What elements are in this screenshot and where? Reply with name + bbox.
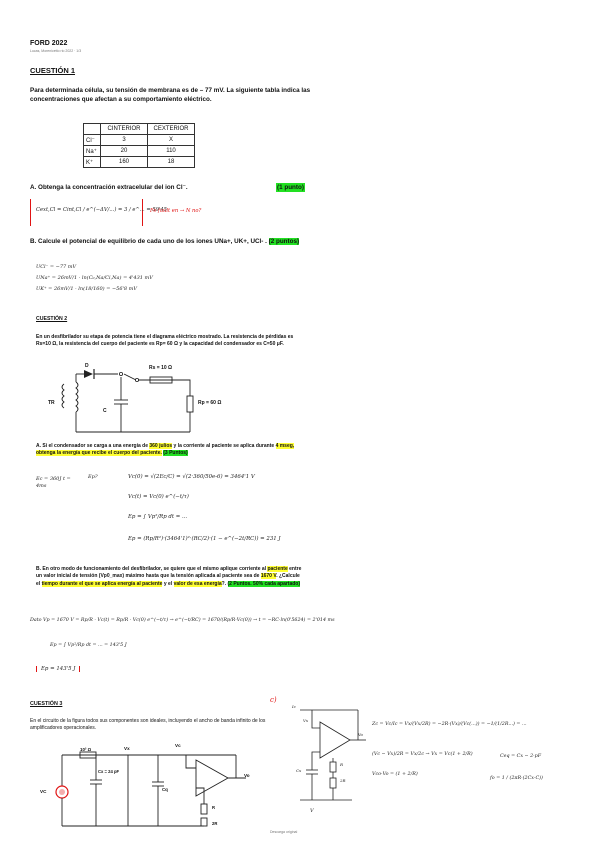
q1-part-b <box>30 237 330 246</box>
q1-heading: CUESTIÓN 1 <box>30 66 76 75</box>
q2-part-b-voltage: 1670 V <box>260 573 277 580</box>
rs-label: Rs = 10 Ω <box>149 365 173 371</box>
capacitor-label: C <box>103 408 107 414</box>
q2-part-b-result: Ep = 143'5 J <box>36 666 80 672</box>
q2-work-ep2: Ep = (Rp/R²)·(3464'1)²·(RC/2)·(1 − e^(−2t/RC)) = 231 J <box>128 536 281 542</box>
q2-part-b-text: entre un valor inicial de tensión (Vp0_max) máximo hasta que la tensión aplicada al paciente sea de <box>36 566 302 580</box>
q2-work-vt: Vc(t) = Vc(0) e^(−t/τ) <box>128 494 189 500</box>
q3-work-5: fo = 1 / (2πR·(2Cx·C)) <box>490 776 543 781</box>
q3-work-2: (Vc − Vx)/2R = Vx/2c → Vx = Vc(1 + 2/R) <box>372 752 473 757</box>
q2-part-b-text: ?. <box>221 580 227 587</box>
q1-part-b-text: B. Calcule el potencial de equilibrio de cada uno de los iones UNa+, UK+, UCl- . <box>30 238 267 245</box>
hw-r-label: R <box>340 762 344 767</box>
q2-part-b-work-2: Ep = ∫ Vp²/Rp dt = ... = 143'5 J <box>50 643 127 648</box>
q2-part-a-text: A. Si el condensador se carga a una energía de <box>36 443 150 449</box>
table-cell: 160 <box>101 157 148 168</box>
q2-part-b <box>36 566 304 588</box>
document-title: FORD 2022 <box>30 40 68 47</box>
document-subtitle: Lucas, Morenicetto rio 2022 · 1/3 <box>30 49 82 53</box>
table-cell: 3 <box>101 135 148 146</box>
q2-part-b-work-1: Dato Vp = 1670 V = Rp/R · Vc(t) = Rp/R · Vc(0) e^(−t/τ) → e^(−t/RC) = 1670/(Rp/R·Vc(0)) → t = −RC·ln(0'5624) = 2'014 ms <box>30 618 335 623</box>
hw-ic-label: Ic <box>292 704 296 709</box>
q2-part-a <box>36 443 304 458</box>
table-cell: X <box>148 135 195 146</box>
work-line: UK⁺ = 26mV/1 · ln(18/160) = −56'8 mV <box>36 286 138 292</box>
hw-v-label: V <box>310 808 314 814</box>
q1-part-a-note: Fe fault en → N no? <box>150 208 202 214</box>
table-header-cell <box>84 124 101 135</box>
q2-work-v0: Vc(0) = √(2Ec/C) = √(2·360/50e-6) = 3464'1 V <box>128 474 255 480</box>
table-cell: 20 <box>101 146 148 157</box>
q2-part-b-text: . ¿Calcule el <box>36 573 300 587</box>
q1-part-b-work <box>36 262 153 295</box>
table-row <box>84 135 195 146</box>
hw-cx-label: Cx <box>296 768 302 773</box>
q1-part-a-work: Cext,Cl = Cint,Cl / e^(−ΔV/...) = 3 / e^... = 59'45 <box>36 207 167 213</box>
diode-symbol <box>84 370 93 378</box>
table-cell: K⁺ <box>84 157 101 168</box>
q3-vx-label: Vx <box>124 746 130 751</box>
q3-part-label: c) <box>270 696 277 704</box>
q2-part-a-unknown: Ep? <box>88 474 98 480</box>
q3-cq-label: Cq <box>162 787 168 792</box>
table-row <box>84 146 195 157</box>
hw-2r-label: 2R <box>340 778 346 783</box>
q2-part-a-time: 4 mseg <box>275 443 293 449</box>
q2-part-b-text: B. En otro modo de funcionamiento del desfibrilador, se quiere que el mismo aplique corriente al <box>36 566 268 572</box>
q1-part-a: A. Obtenga la concentración extracelular del ion Cl⁻. <box>30 184 188 191</box>
q3-vo-label: Vo <box>244 773 250 778</box>
q2-part-b-text: y el <box>162 580 174 587</box>
rp-label: Rp = 60 Ω <box>198 400 222 406</box>
q3-r-label: R <box>212 805 216 810</box>
table-cell: 110 <box>148 146 195 157</box>
q2-part-a-given: Ec = 360J t = 4ms <box>36 476 71 489</box>
q2-heading: CUESTIÓN 2 <box>36 316 68 322</box>
q2-part-b-time-question: tiempo durante el que se aplica energía al paciente <box>41 580 163 587</box>
table-cell: Cl⁻ <box>84 135 101 146</box>
table-cell: 18 <box>148 157 195 168</box>
q3-work-4: Ceq = Cx − 2·pF <box>500 754 542 759</box>
q2-part-a-text: y la corriente al paciente se aplica durante <box>172 443 276 449</box>
q3-vc-label: Vc <box>175 743 181 748</box>
q1-part-a-points: (1 punto) <box>277 184 304 191</box>
q2-part-b-points: (2 Puntos. 50% cada apartado) <box>227 580 301 587</box>
q3-circuit <box>36 740 276 830</box>
q3-cx-label: Cx = 24 pF <box>98 769 120 774</box>
q3-r1-label: 10³ Ω <box>80 747 92 752</box>
table-header-cell: CEXTERIOR <box>148 124 195 135</box>
q3-source-label: VC <box>40 789 47 794</box>
table-header-row <box>84 124 195 135</box>
q2-part-b-patient: paciente <box>267 566 288 572</box>
tr-label: TR <box>48 400 55 406</box>
q2-part-a-energy: 360 julios <box>149 443 173 449</box>
q1-intro: Para determinada célula, su tensión de membrana es de – 77 mV. La siguiente tabla indica las concentraciones que afectan a su comportamiento eléctrico. <box>30 87 311 103</box>
q3-2r-label: 2R <box>212 821 218 826</box>
q2-part-a-points: (3 Puntos) <box>163 450 188 457</box>
q3-intro: En el circuito de la figura todos sus componentes son ideales, incluyendo el ancho de banda infinito de los amplificadores operacionales. <box>30 718 266 732</box>
table-cell: Na⁺ <box>84 146 101 157</box>
table-row <box>84 157 195 168</box>
hw-vo-label: Vo <box>358 732 363 737</box>
q2-part-a-question: , obtenga la energía que recibe el cuerpo del paciente. <box>36 443 295 457</box>
q3-heading: CUESTIÓN 3 <box>30 701 63 707</box>
q1-part-b-points: (2 puntos) <box>268 238 300 245</box>
q3-work-3: Vco·Vo = (1 + 2/R) <box>372 772 418 777</box>
q3-work-1: Zc = Vc/Ic = Vx/(Vx/2R) = −2R·(Vx)/(Vc(...)) = −1/(1/2R...) = ... <box>372 722 527 727</box>
hw-vx-label: Vx <box>303 718 309 723</box>
footer-text: Descarga original <box>270 830 298 834</box>
q2-intro: En un desfibrilador su etapa de potencia tiene el diagrama eléctrico mostrado. La resistencia de pérdidas es Rs=10 Ω, la resistencia del cuerpo del paciente es Rp= 60 Ω y la capacidad del condensador es C=50 μF. <box>36 334 294 348</box>
diode-label: D <box>85 363 89 369</box>
table-header-cell: CINTERIOR <box>101 124 148 135</box>
q3-handwritten-circuit <box>292 700 372 810</box>
concentration-table <box>83 123 195 168</box>
work-line: UNa⁺ = 26mV/1 · ln(C₀,Na/Ci,Na) = 4'431 mV <box>36 275 153 281</box>
q2-work-ep1: Ep = ∫ Vp²/Rp dt = ... <box>128 514 188 520</box>
q2-part-b-energy-question: valor de esa energía <box>173 580 222 587</box>
work-line: UCl⁻ = −77 mV <box>36 264 77 270</box>
